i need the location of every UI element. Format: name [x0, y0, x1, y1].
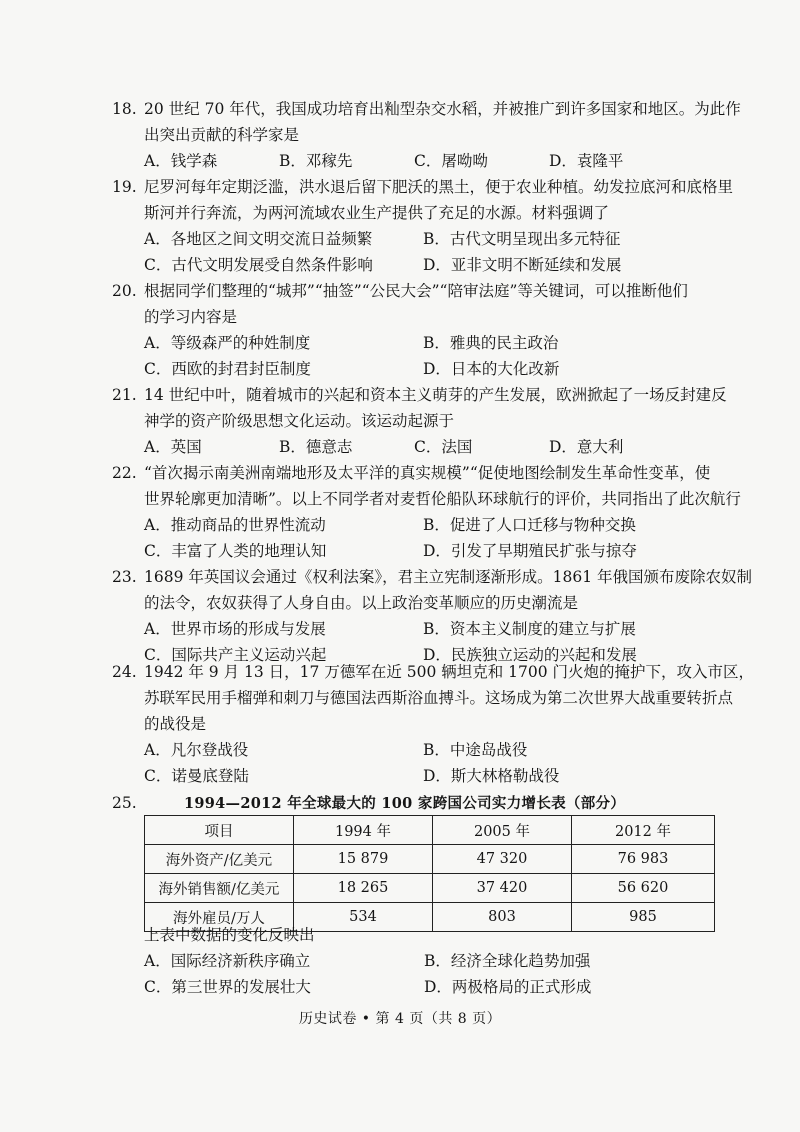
question-stem-line: 世界轮廓更加清晰”。以上不同学者对麦哲伦船队环球航行的评价，共同指出了此次航行 [144, 490, 741, 508]
table-header-cell: 2012 年 [572, 816, 715, 845]
table-caption: 1994—2012 年全球最大的 100 家跨国公司实力增长表（部分） [184, 795, 626, 812]
option-b: B．经济全球化趋势加强 [424, 952, 591, 970]
option-c: C．西欧的封君封臣制度 [144, 360, 311, 378]
option-b: B．雅典的民主政治 [423, 334, 559, 352]
question-stem-line: 尼罗河每年定期泛滥，洪水退后留下肥沃的黑土，便于农业种植。幼发拉底河和底格里 [144, 178, 734, 196]
option-d: D．民族独立运动的兴起和发展 [423, 646, 637, 664]
options-row [112, 252, 702, 278]
options-row [112, 737, 702, 763]
table-header-cell: 1994 年 [294, 816, 433, 845]
question-24 [112, 659, 755, 789]
question-stem-line: 20 世纪 70 年代，我国成功培育出籼型杂交水稻，并被推广到许多国家和地区。为此作 [144, 100, 741, 118]
option-c: C．丰富了人类的地理认知 [144, 542, 327, 560]
option-b: B．中途岛战役 [423, 741, 528, 759]
option-b: B．邓稼先 [279, 152, 353, 170]
options-row [112, 616, 702, 642]
option-a: A．世界市场的形成与发展 [144, 620, 326, 638]
option-a: A．推动商品的世界性流动 [144, 516, 326, 534]
option-d: D．日本的大化改新 [423, 360, 560, 378]
option-a: A．国际经济新秩序确立 [144, 952, 311, 970]
options-row [112, 434, 702, 460]
options-row [112, 356, 702, 382]
option-b: B．促进了人口迁移与物种交换 [423, 516, 636, 534]
options-row [112, 330, 702, 356]
data-table [144, 815, 715, 932]
question-stem-line: 苏联军民用手榴弹和刺刀与德国法西斯浴血搏斗。这场成为第二次世界大战重要转折点 [144, 689, 734, 707]
table-cell: 56 620 [572, 874, 715, 903]
options-row [112, 512, 702, 538]
question-number: 18. [112, 100, 137, 118]
table-cell: 76 983 [572, 845, 715, 874]
question-25-heading [112, 790, 702, 816]
option-c: C．诺曼底登陆 [144, 767, 249, 785]
option-a: A．英国 [144, 438, 202, 456]
option-d: D．斯大林格勒战役 [423, 767, 560, 785]
table-cell: 47 320 [433, 845, 572, 874]
question-21 [112, 382, 727, 460]
question-number: 23. [112, 568, 137, 586]
table-cell: 534 [294, 903, 433, 932]
option-c: C．古代文明发展受自然条件影响 [144, 256, 373, 274]
table-cell: 37 420 [433, 874, 572, 903]
question-stem-line: 1942 年 9 月 13 日，17 万德军在近 500 辆坦克和 1700 门火炮的掩护下，攻入市区， [144, 663, 755, 681]
question-23 [112, 564, 752, 668]
table-row [145, 845, 715, 874]
option-a: A．凡尔登战役 [144, 741, 249, 759]
question-number: 20. [112, 282, 137, 300]
question-number: 25. [112, 794, 137, 812]
option-c: C．法国 [414, 438, 473, 456]
question-stem-line: 1689 年英国议会通过《权利法案》，君主立宪制逐渐形成。1861 年俄国颁布废除农奴制 [144, 568, 752, 586]
question-stem-line: 出突出贡献的科学家是 [144, 126, 300, 144]
option-c: C．屠呦呦 [414, 152, 488, 170]
options-row [144, 948, 704, 974]
option-a: A．等级森严的种姓制度 [144, 334, 311, 352]
option-c: C．第三世界的发展壮大 [144, 978, 311, 996]
option-d: D．袁隆平 [549, 152, 624, 170]
question-number: 21. [112, 386, 137, 404]
question-stem-line: 的法令，农奴获得了人身自由。以上政治变革顺应的历史潮流是 [144, 594, 579, 612]
question-stem-line: 14 世纪中叶，随着城市的兴起和资本主义萌芽的产生发展，欧洲掀起了一场反封建反 [144, 386, 727, 404]
table-header-cell: 2005 年 [433, 816, 572, 845]
question-25-body [144, 922, 704, 1000]
table-header-row [145, 816, 715, 845]
options-row [112, 538, 702, 564]
option-d: D．亚非文明不断延续和发展 [423, 256, 622, 274]
table-cell: 海外雇员/万人 [145, 903, 294, 932]
question-stem-line: 的战役是 [144, 715, 207, 733]
options-row [112, 148, 702, 174]
table-cell: 985 [572, 903, 715, 932]
table-cell: 海外资产/亿美元 [145, 845, 294, 874]
page-footer: 历史试卷 • 第 4 页（共 8 页） [298, 1011, 502, 1027]
option-c: C．国际共产主义运动兴起 [144, 646, 327, 664]
question-number: 22. [112, 464, 137, 482]
option-d: D．两极格局的正式形成 [424, 978, 592, 996]
question-stem-line: 根据同学们整理的“城邦”“抽签”“公民大会”“陪审法庭”等关键词，可以推断他们 [144, 282, 688, 300]
question-number: 24. [112, 663, 137, 681]
option-a: A．钱学森 [144, 152, 218, 170]
table-cell: 海外销售额/亿美元 [145, 874, 294, 903]
question-stem-line: 上表中数据的变化反映出 [144, 926, 315, 944]
options-row [144, 974, 704, 1000]
option-d: D．意大利 [549, 438, 624, 456]
question-number: 19. [112, 178, 137, 196]
question-stem-line: 神学的资产阶级思想文化运动。该运动起源于 [144, 412, 455, 430]
question-19 [112, 174, 734, 278]
option-a: A．各地区之间文明交流日益频繁 [144, 230, 373, 248]
question-22 [112, 460, 741, 564]
options-row [112, 763, 702, 789]
question-18 [112, 96, 741, 174]
table-cell: 803 [433, 903, 572, 932]
table-header-cell: 项目 [145, 816, 294, 845]
question-stem-line: 的学习内容是 [144, 308, 238, 326]
question-stem-line: 斯河并行奔流，为两河流域农业生产提供了充足的水源。材料强调了 [144, 204, 610, 222]
table-row [145, 874, 715, 903]
option-b: B．古代文明呈现出多元特征 [423, 230, 621, 248]
question-stem-line: “首次揭示南美洲南端地形及太平洋的真实规模”“促使地图绘制发生革命性变革，使 [144, 464, 711, 482]
table-cell: 18 265 [294, 874, 433, 903]
question-20 [112, 278, 702, 382]
option-b: B．资本主义制度的建立与扩展 [423, 620, 636, 638]
options-row [112, 226, 702, 252]
option-b: B．德意志 [279, 438, 353, 456]
table-cell: 15 879 [294, 845, 433, 874]
option-d: D．引发了早期殖民扩张与掠夺 [423, 542, 637, 560]
